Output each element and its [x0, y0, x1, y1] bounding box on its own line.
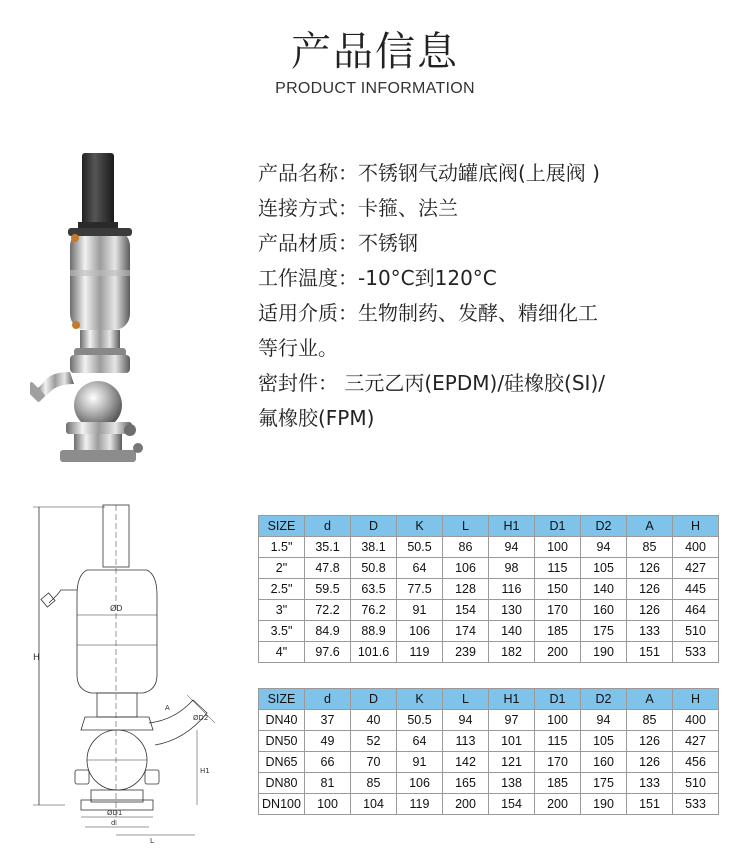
table-cell: 115 [535, 558, 581, 579]
table-cell: 76.2 [351, 600, 397, 621]
table-cell: 105 [581, 558, 627, 579]
table-header-cell: A [627, 689, 673, 710]
dim-a-label: A [165, 704, 170, 712]
table-cell: 185 [535, 773, 581, 794]
table-cell: 64 [397, 731, 443, 752]
table-row [259, 558, 719, 579]
dim-d-label: d [111, 819, 116, 827]
table-header-cell: SIZE [259, 689, 305, 710]
table-cell: 70 [351, 752, 397, 773]
table-cell: 3.5" [259, 621, 305, 642]
product-image [30, 150, 200, 470]
table-cell: 106 [397, 621, 443, 642]
dim-phi-d-label: ØD [110, 604, 123, 613]
table-cell: 133 [627, 621, 673, 642]
table-cell: 133 [627, 773, 673, 794]
table-cell: 77.5 [397, 579, 443, 600]
table-cell: 85 [351, 773, 397, 794]
table-cell: 400 [673, 537, 719, 558]
table-cell: 47.8 [305, 558, 351, 579]
table-cell: 119 [397, 794, 443, 815]
table-header-cell: H1 [489, 689, 535, 710]
table-cell: 175 [581, 773, 627, 794]
dim-l-label: L [150, 837, 154, 845]
dim-phi-d1-label: ØD1 [107, 809, 123, 817]
table-cell: 154 [443, 600, 489, 621]
table-cell: 174 [443, 621, 489, 642]
table-cell: 165 [443, 773, 489, 794]
table-cell: 59.5 [305, 579, 351, 600]
table-cell: 49 [305, 731, 351, 752]
table-header-cell: L [443, 516, 489, 537]
table-cell: 100 [535, 537, 581, 558]
dim-phi-d2-label: ØD2 [193, 714, 209, 722]
table-cell: 50.5 [397, 710, 443, 731]
table-cell: 200 [535, 794, 581, 815]
seal-material-cont: 氟橡胶(FPM) [258, 406, 375, 430]
table-cell: 40 [351, 710, 397, 731]
dim-h1-label: H1 [200, 767, 210, 775]
table-cell: 239 [443, 642, 489, 663]
table-cell: 106 [397, 773, 443, 794]
table-cell: 94 [581, 710, 627, 731]
table-cell: 119 [397, 642, 443, 663]
table-cell: 86 [443, 537, 489, 558]
table-cell: 63.5 [351, 579, 397, 600]
table-cell: 106 [443, 558, 489, 579]
table-row [259, 773, 719, 794]
table-header-cell: d [305, 516, 351, 537]
table-cell: 4" [259, 642, 305, 663]
table-cell: 91 [397, 600, 443, 621]
table-cell: 116 [489, 579, 535, 600]
table-header-cell: D2 [581, 689, 627, 710]
table-cell: 91 [397, 752, 443, 773]
table-cell: 100 [535, 710, 581, 731]
table-cell: 105 [581, 731, 627, 752]
table-row [259, 731, 719, 752]
table-header-row [259, 516, 719, 537]
seal-material: 密封件： 三元乙丙(EPDM)/硅橡胶(SI)/ [258, 371, 605, 395]
page-subtitle: PRODUCT INFORMATION [275, 80, 475, 97]
table-cell: 101 [489, 731, 535, 752]
table-cell: 101.6 [351, 642, 397, 663]
table-cell: 97 [489, 710, 535, 731]
table-cell: 200 [443, 794, 489, 815]
table-cell: 160 [581, 752, 627, 773]
applicable-medium-cont: 等行业。 [258, 336, 338, 360]
table-cell: 138 [489, 773, 535, 794]
table-cell: DN80 [259, 773, 305, 794]
table-cell: 100 [305, 794, 351, 815]
table-header-cell: L [443, 689, 489, 710]
table-cell: 98 [489, 558, 535, 579]
table-cell: 88.9 [351, 621, 397, 642]
table-cell: 2.5" [259, 579, 305, 600]
table-cell: 400 [673, 710, 719, 731]
table-cell: 200 [535, 642, 581, 663]
table-header-cell: H [673, 516, 719, 537]
table-cell: 52 [351, 731, 397, 752]
table-cell: 81 [305, 773, 351, 794]
table-cell: 1.5" [259, 537, 305, 558]
table-cell: 175 [581, 621, 627, 642]
table-cell: 533 [673, 642, 719, 663]
table-header-cell: K [397, 516, 443, 537]
dim-h-label: H [33, 653, 40, 663]
table-header-cell: H [673, 689, 719, 710]
page-title: 产品信息 [291, 29, 459, 75]
table-cell: 170 [535, 752, 581, 773]
table-header-cell: D2 [581, 516, 627, 537]
table-cell: 154 [489, 794, 535, 815]
table-cell: 50.5 [397, 537, 443, 558]
table-cell: 115 [535, 731, 581, 752]
table-cell: 50.8 [351, 558, 397, 579]
table-cell: 190 [581, 794, 627, 815]
spec-table-dn [258, 688, 719, 815]
table-row [259, 794, 719, 815]
table-cell: 464 [673, 600, 719, 621]
product-material: 产品材质：不锈钢 [258, 231, 418, 255]
table-cell: 126 [627, 731, 673, 752]
table-row [259, 579, 719, 600]
table-cell: 185 [535, 621, 581, 642]
table-cell: 126 [627, 558, 673, 579]
applicable-medium: 适用介质：生物制药、发酵、精细化工 [258, 301, 598, 325]
table-cell: 64 [397, 558, 443, 579]
table-cell: 140 [489, 621, 535, 642]
product-info [258, 156, 728, 436]
table-cell: 445 [673, 579, 719, 600]
table-header-cell: D [351, 516, 397, 537]
table-cell: 85 [627, 710, 673, 731]
table-cell: 533 [673, 794, 719, 815]
table-cell: 150 [535, 579, 581, 600]
table-cell: 97.6 [305, 642, 351, 663]
table-cell: 121 [489, 752, 535, 773]
table-cell: 126 [627, 579, 673, 600]
table-cell: 94 [443, 710, 489, 731]
table-cell: 151 [627, 794, 673, 815]
table-cell: 104 [351, 794, 397, 815]
table-cell: 151 [627, 642, 673, 663]
table-cell: 160 [581, 600, 627, 621]
table-cell: 94 [581, 537, 627, 558]
table-cell: 190 [581, 642, 627, 663]
table-header-cell: D1 [535, 689, 581, 710]
table-header-cell: d [305, 689, 351, 710]
table-cell: 3" [259, 600, 305, 621]
connection-method: 连接方式：卡箍、法兰 [258, 196, 458, 220]
table-cell: 427 [673, 558, 719, 579]
table-row [259, 600, 719, 621]
table-header-cell: D [351, 689, 397, 710]
working-temperature: 工作温度：-10°C到120°C [258, 266, 497, 290]
table-header-row [259, 689, 719, 710]
table-header-cell: SIZE [259, 516, 305, 537]
table-row [259, 621, 719, 642]
table-cell: 140 [581, 579, 627, 600]
table-cell: 37 [305, 710, 351, 731]
table-header-cell: A [627, 516, 673, 537]
table-cell: 84.9 [305, 621, 351, 642]
table-cell: 456 [673, 752, 719, 773]
table-cell: 38.1 [351, 537, 397, 558]
table-header-cell: K [397, 689, 443, 710]
table-cell: 427 [673, 731, 719, 752]
table-cell: 35.1 [305, 537, 351, 558]
table-cell: 72.2 [305, 600, 351, 621]
table-cell: DN65 [259, 752, 305, 773]
table-cell: DN40 [259, 710, 305, 731]
table-cell: 2" [259, 558, 305, 579]
table-cell: 510 [673, 773, 719, 794]
table-header-cell: D1 [535, 516, 581, 537]
table-cell: 113 [443, 731, 489, 752]
table-row [259, 710, 719, 731]
table-cell: 94 [489, 537, 535, 558]
table-cell: 126 [627, 752, 673, 773]
table-header-cell: H1 [489, 516, 535, 537]
table-cell: 126 [627, 600, 673, 621]
table-cell: 170 [535, 600, 581, 621]
table-cell: 182 [489, 642, 535, 663]
table-cell: 510 [673, 621, 719, 642]
table-cell: DN50 [259, 731, 305, 752]
table-row [259, 642, 719, 663]
table-cell: 85 [627, 537, 673, 558]
table-cell: DN100 [259, 794, 305, 815]
product-name: 产品名称：不锈钢气动罐底阀(上展阀 ) [258, 161, 600, 185]
table-cell: 128 [443, 579, 489, 600]
table-cell: 142 [443, 752, 489, 773]
table-row [259, 752, 719, 773]
table-cell: 130 [489, 600, 535, 621]
spec-table-inch [258, 515, 719, 663]
table-row [259, 537, 719, 558]
technical-drawing [25, 495, 235, 845]
table-cell: 66 [305, 752, 351, 773]
